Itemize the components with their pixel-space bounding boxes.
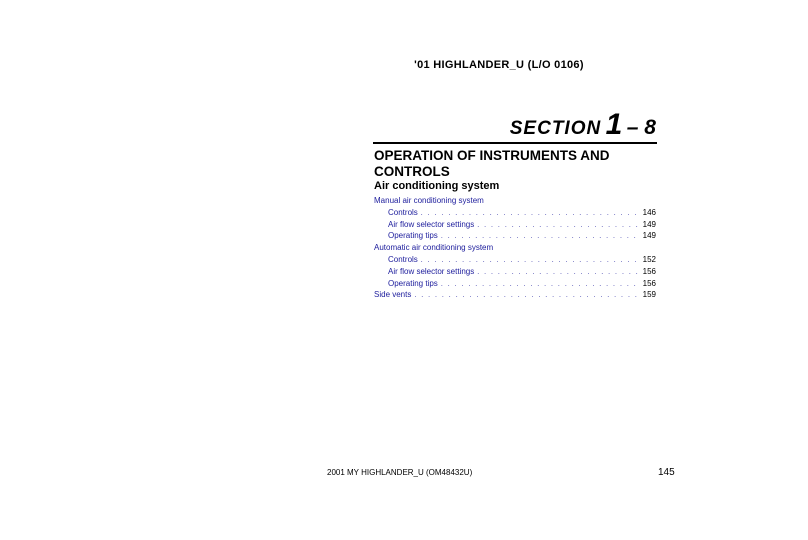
toc-entry-label: Controls (388, 207, 418, 217)
toc-entry-label: Operating tips (388, 278, 438, 288)
toc-entry-label: Air flow selector settings (388, 266, 475, 276)
toc-entry[interactable] (374, 243, 656, 255)
toc-entry[interactable] (374, 290, 656, 302)
toc-entry-label: Side vents (374, 290, 412, 300)
section-rule (373, 142, 657, 144)
toc-entry[interactable] (374, 220, 656, 232)
toc-entry[interactable] (374, 255, 656, 267)
toc-leader-dots (441, 233, 640, 240)
toc-entry-label: Manual air conditioning system (374, 196, 484, 205)
toc-entry[interactable] (374, 231, 656, 243)
page-subtitle: Air conditioning system (374, 180, 500, 192)
page-number: 145 (658, 467, 675, 478)
section-number: 1 (605, 108, 623, 141)
toc-entry-page: 146 (642, 207, 656, 217)
toc-leader-dots (421, 210, 640, 217)
table-of-contents (374, 196, 656, 302)
toc-entry[interactable] (374, 196, 656, 208)
section-title (510, 108, 656, 142)
toc-entry-label: Automatic air conditioning system (374, 243, 494, 253)
toc-leader-dots (414, 292, 639, 299)
toc-leader-dots (477, 222, 639, 229)
toc-entry-page: 152 (642, 254, 656, 264)
toc-entry-page: 159 (642, 290, 656, 300)
toc-entry-page: 156 (642, 266, 656, 276)
toc-leader-dots (477, 269, 639, 276)
toc-leader-dots (421, 257, 640, 264)
toc-entry-label: Air flow selector settings (388, 219, 475, 229)
toc-entry-page: 149 (642, 219, 656, 229)
toc-entry-label: Operating tips (388, 231, 438, 241)
toc-entry-label: Controls (388, 254, 418, 264)
document-header: '01 HIGHLANDER_U (L/O 0106) (414, 59, 584, 71)
footer-document-id: 2001 MY HIGHLANDER_U (OM48432U) (327, 468, 473, 477)
section-subnumber: – 8 (626, 116, 656, 139)
toc-entry-page: 149 (642, 231, 656, 241)
toc-entry[interactable] (374, 208, 656, 220)
section-word: SECTION (509, 118, 602, 139)
page-title: OPERATION OF INSTRUMENTS AND CONTROLS (374, 148, 610, 179)
toc-entry-page: 156 (642, 278, 656, 288)
toc-leader-dots (441, 281, 640, 288)
toc-entry[interactable] (374, 279, 656, 291)
toc-entry[interactable] (374, 267, 656, 279)
